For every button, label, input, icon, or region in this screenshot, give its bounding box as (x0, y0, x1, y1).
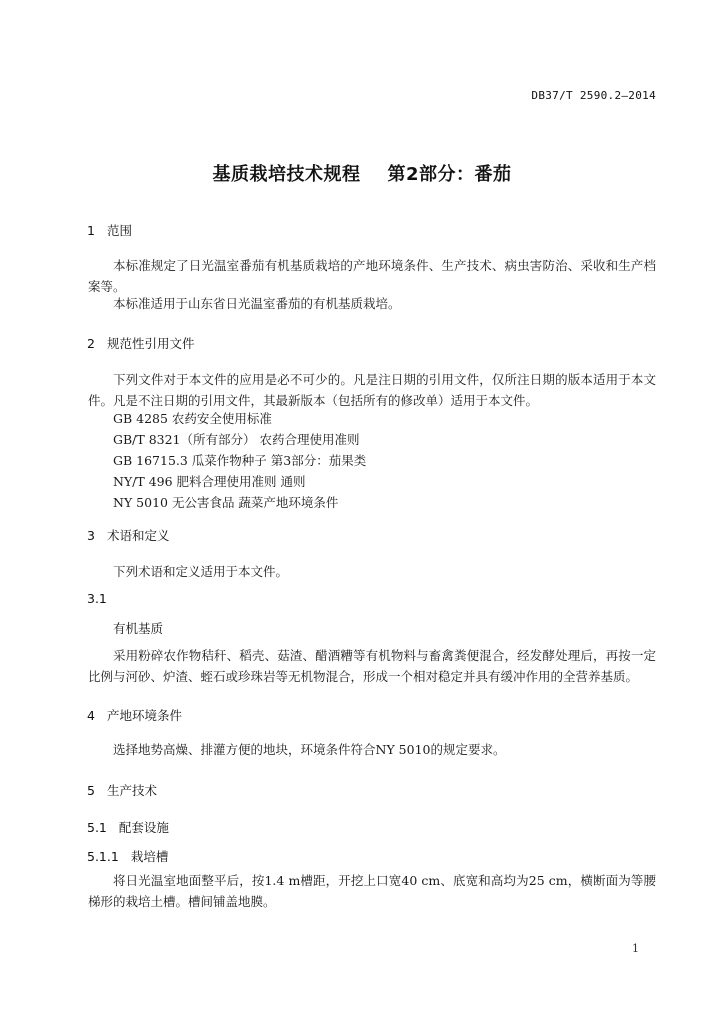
reference-item: NY 5010 无公害食品 蔬菜产地环境条件 (113, 495, 339, 510)
subsection-5-1-heading (87, 818, 169, 836)
section-4-paragraph-1: 选择地势高燥、排灌方便的地块，环境条件符合NY 5010的规定要求。 (113, 742, 506, 757)
section-number: 4 (87, 708, 95, 723)
subsection-title: 栽培槽 (130, 849, 169, 864)
section-title: 产地环境条件 (106, 708, 182, 723)
section-title: 规范性引用文件 (106, 336, 195, 351)
section-2-heading (87, 334, 194, 352)
section-3-heading (87, 526, 169, 544)
section-number: 2 (87, 336, 95, 351)
reference-item: GB 16715.3 瓜菜作物种子 第3部分：茄果类 (113, 453, 367, 468)
section-5-1-1-paragraph: 将日光温室地面整平后，按1.4 m槽距，开挖上口宽40 cm、底宽和高均为25 cm，横断面为等腰梯形的栽培土槽。槽间铺盖地膜。 (88, 873, 656, 909)
subsection-number: 3.1 (87, 591, 107, 606)
subsection-3-1-number (87, 591, 107, 606)
subsection-number: 5.1.1 (87, 849, 119, 864)
section-number: 5 (87, 783, 95, 798)
document-title: 基质栽培技术规程 第2部分：番茄 (212, 164, 512, 185)
section-title: 范围 (106, 223, 132, 238)
section-1-heading (87, 221, 132, 239)
standard-code: DB37/T 2590.2—2014 (531, 89, 656, 102)
reference-item: GB 4285 农药安全使用标准 (113, 411, 272, 426)
term-definition: 采用粉碎农作物秸秆、稻壳、菇渣、醋酒糟等有机物料与畜禽粪便混合，经发酵处理后，再按一定比例与河砂、炉渣、蛭石或珍珠岩等无机物混合，形成一个相对稳定并具有缓冲作用的全营养基质。 (88, 648, 656, 684)
section-title: 生产技术 (106, 783, 157, 798)
section-1-paragraph-1: 本标准规定了日光温室番茄有机基质栽培的产地环境条件、生产技术、病虫害防治、采收和生产档案等。 (88, 258, 656, 294)
section-2-paragraph-1: 下列文件对于本文件的应用是必不可少的。凡是注日期的引用文件，仅所注日期的版本适用于本文件。凡是不注日期的引用文件，其最新版本（包括所有的修改单）适用于本文件。 (88, 372, 656, 408)
reference-item: GB/T 8321（所有部分） 农药合理使用准则 (113, 432, 360, 447)
page-number: 1 (632, 942, 639, 955)
reference-item: NY/T 496 肥料合理使用准则 通则 (113, 474, 306, 489)
section-5-heading (87, 781, 157, 799)
section-4-heading (87, 706, 182, 724)
subsection-title: 配套设施 (118, 820, 169, 835)
section-3-paragraph-1: 下列术语和定义适用于本文件。 (113, 564, 289, 579)
section-1-paragraph-2: 本标准适用于山东省日光温室番茄的有机基质栽培。 (113, 296, 401, 311)
term-name: 有机基质 (113, 621, 164, 636)
section-number: 1 (87, 223, 95, 238)
section-number: 3 (87, 528, 95, 543)
subsection-5-1-1-heading (87, 847, 168, 865)
section-title: 术语和定义 (106, 528, 170, 543)
subsection-number: 5.1 (87, 820, 107, 835)
